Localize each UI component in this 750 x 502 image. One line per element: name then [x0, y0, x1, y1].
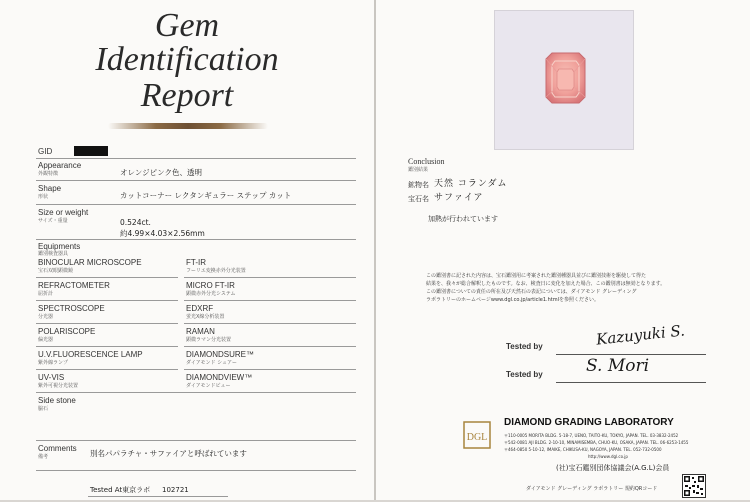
size-label: Size or weight — [38, 208, 89, 217]
equipment-name-jp: 屈折計 — [38, 291, 54, 297]
equipment-name: POLARISCOPE — [38, 327, 96, 336]
disclaimer-line: この鑑別書に記された内容は、宝石鑑別用に考案された鑑別種器具並びに鑑別技術を駆使して得た — [426, 273, 647, 279]
appearance-label-jp: 外観特徴 — [38, 171, 59, 177]
title-report: Report — [140, 77, 234, 114]
lab-address: 〒110-0005 MORITA BLDG. 5-18-7, UENO, TAITO-KU, TOKYO, JAPAN. TEL. 03-3832-2452 — [504, 433, 679, 438]
signature-line-2 — [556, 382, 706, 383]
divider — [36, 346, 178, 347]
shape-label: Shape — [38, 184, 62, 193]
gid-label: GID — [38, 147, 53, 156]
divider — [184, 369, 356, 370]
divider — [36, 392, 356, 393]
divider — [184, 300, 356, 301]
equipment-name: SPECTROSCOPE — [38, 304, 105, 313]
tested-by-label-1: Tested by — [506, 342, 543, 351]
title-underline — [108, 123, 268, 129]
equipment-name: DIAMONDSURE™ — [186, 350, 255, 359]
report-right-page — [376, 0, 750, 500]
logo-text: DGL — [466, 432, 488, 443]
appearance-value: オレンジピンク色、透明 — [120, 168, 202, 177]
equipment-name: RAMAN — [186, 327, 215, 336]
divider — [36, 239, 356, 240]
equipment-name-jp: 紫外線ランプ — [38, 360, 69, 366]
equipments-label: Equipments — [38, 242, 81, 251]
side-stone-label-jp: 脇石 — [38, 406, 49, 412]
gem-image — [495, 11, 633, 149]
species-value: 天然 コランダム — [434, 179, 508, 189]
equipment-name: EDXRF — [186, 304, 214, 313]
equipment-name-jp: ダイアモンド シュアー — [186, 360, 237, 366]
title-gem: Gem — [154, 7, 220, 44]
equipment-name: U.V.FLUORESCENCE LAMP — [38, 350, 143, 359]
lab-url: http://www.dgl.co.jp — [588, 454, 628, 459]
equipment-name-jp: 顕微赤外分光システム — [186, 291, 236, 297]
divider — [36, 277, 178, 278]
equipment-name: REFRACTOMETER — [38, 281, 110, 290]
treatment-note: 加熱が行われています — [428, 215, 498, 223]
comments-label: Comments — [38, 444, 77, 453]
species-label: 鉱物名 — [408, 181, 429, 189]
conclusion-label-jp: 鑑別結果 — [408, 167, 429, 173]
divider — [184, 346, 356, 347]
lab-name: DIAMOND GRADING LABORATORY — [504, 417, 674, 428]
gid-redaction — [74, 146, 108, 156]
weight-value: 0.524ct. — [120, 218, 151, 227]
shape-value: カットコーナー レクタンギュラー ステップ カット — [120, 191, 292, 200]
lab-address: 〒464-0850 5-10-12, IMAIKE, CHIKUSA-KU, NAGOYA, JAPAN. TEL. 052-732-0500 — [504, 447, 662, 452]
divider — [184, 323, 356, 324]
appearance-label: Appearance — [38, 161, 82, 170]
conclusion-label: Conclusion — [408, 157, 445, 166]
signature-line-1 — [556, 354, 706, 355]
title-identification: Identification — [95, 41, 279, 78]
comments-label-jp: 備考 — [38, 454, 49, 460]
equipment-name: UV-VIS — [38, 373, 65, 382]
gem-photo — [494, 10, 634, 150]
tested-by-label-2: Tested by — [506, 370, 543, 379]
variety-label: 宝石名 — [408, 195, 429, 203]
equipment-name: BINOCULAR MICROSCOPE — [38, 258, 142, 267]
signature-1: Kazuyuki S. — [595, 321, 686, 349]
signature-2: S. Mori — [586, 356, 650, 376]
side-stone-label: Side stone — [38, 396, 76, 405]
equipment-name-jp: 宝石双眼顕微鏡 — [38, 268, 74, 274]
tested-at: Tested At東京ラボ — [90, 486, 151, 494]
equipments-label-jp: 鑑別検査器具 — [38, 251, 69, 257]
qr-code[interactable] — [682, 474, 706, 498]
equipment-name-jp: 偏光器 — [38, 337, 54, 343]
size-label-jp: サイズ・重量 — [38, 218, 68, 224]
dgl-logo — [462, 420, 492, 460]
shape-label-jp: 形状 — [38, 194, 49, 200]
divider — [36, 180, 356, 181]
equipment-name: FT-IR — [186, 258, 206, 267]
divider — [184, 277, 356, 278]
disclaimer-line: 結果を、我々が総合解釈したものです。なお、検査日に変化を加えた場合、この鑑別書は無効となります。 — [426, 281, 666, 287]
equipment-name-jp: 蛍光X線分析装置 — [186, 314, 225, 320]
equipment-name: DIAMONDVIEW™ — [186, 373, 253, 382]
association-membership: (社)宝石鑑別団体協議会(A.G.L)会員 — [556, 464, 670, 472]
comments-value: 別名パパラチャ・サファイアと呼ばれています — [90, 449, 247, 458]
variety-value: サファイア — [434, 193, 484, 203]
disclaimer-line: この鑑別書についての責任の所在及び天然石の表記については、ダイアモンド グレーディング — [426, 289, 637, 295]
divider — [36, 470, 356, 471]
equipment-name-jp: フーリエ変換赤外分光装置 — [186, 268, 246, 274]
equipment-name-jp: ダイアモンドビュー — [186, 383, 231, 389]
equipment-name-jp: 分光器 — [38, 314, 54, 320]
footer-line — [88, 496, 228, 497]
divider — [36, 300, 178, 301]
divider — [36, 158, 356, 159]
lab-address: 〒542-0081 AJI BLDG. 2-10-10, MINAMISEMBA, CHUO-KU, OSAKA, JAPAN. TEL. 06-6253-1455 — [504, 440, 689, 445]
qr-caption: ダイアモンド グレーディング ラボラトリー 規約QRコード — [526, 486, 658, 492]
disclaimer-line: ラボラトリーのホームページwww.dgl.co.jp/article1.htmlを参照ください。 — [426, 297, 600, 303]
dimensions-value: 約4.99×4.03×2.56mm — [120, 229, 205, 238]
divider — [36, 440, 356, 441]
divider — [36, 204, 356, 205]
equipment-name-jp: 紫外可視分光装置 — [38, 383, 79, 389]
equipment-name-jp: 顕微ラマン分光装置 — [186, 337, 232, 343]
report-number: 102721 — [162, 486, 189, 494]
divider — [36, 323, 178, 324]
report-left-page — [0, 0, 374, 500]
equipment-name: MICRO FT-IR — [186, 281, 235, 290]
divider — [36, 369, 178, 370]
